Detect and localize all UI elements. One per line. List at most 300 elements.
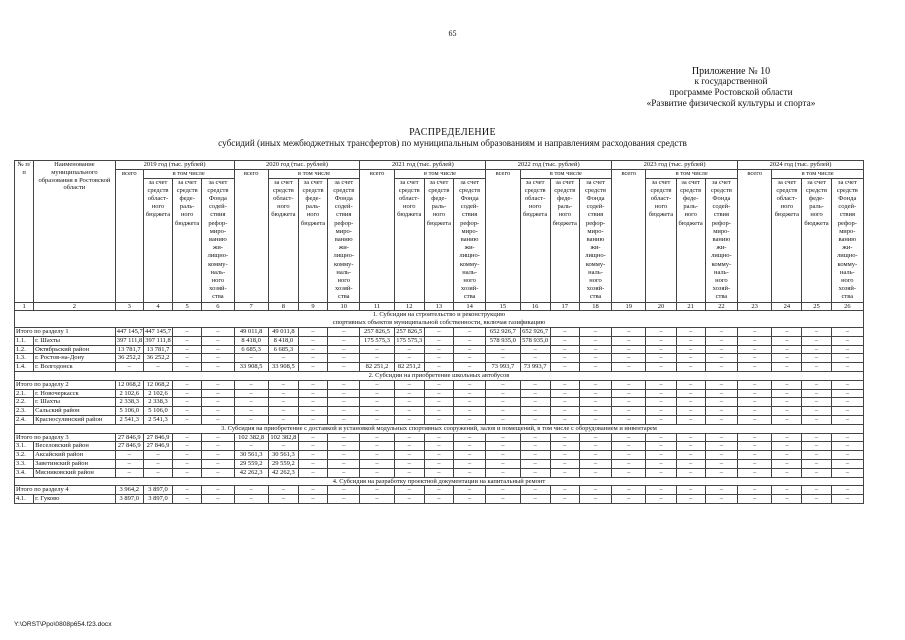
value-cell: – [612,495,646,504]
value-cell: – [173,328,202,337]
value-cell: – [579,336,611,345]
value-cell: – [772,354,802,363]
value-cell: – [802,389,831,398]
value-cell: – [676,442,705,451]
value-cell: – [772,336,802,345]
value-cell: – [646,354,676,363]
value-cell: – [202,363,234,372]
header-num: № п/п [15,161,34,303]
value-cell: – [268,416,298,425]
value-cell: 42 262,3 [268,468,298,477]
value-cell: – [550,398,579,407]
value-cell: – [520,354,550,363]
header-including: в том числе [520,169,612,178]
value-cell: – [360,416,394,425]
value-cell: 27 846,9 [143,433,172,442]
value-cell: 2 541,3 [115,416,143,425]
value-cell: – [579,459,611,468]
value-cell: – [579,468,611,477]
value-cell: – [298,407,327,416]
value-cell: – [360,354,394,363]
row-municipality: Красносулинский район [34,416,116,425]
table-row [15,433,864,442]
value-cell: – [486,380,520,389]
value-cell: 29 559,2 [234,459,268,468]
value-cell: 36 252,2 [115,354,143,363]
value-cell: – [676,345,705,354]
value-cell: – [802,380,831,389]
value-cell: – [550,495,579,504]
section-title: 3. Субсидия на приобретение с доставкой и установкой модульных спортивных сооружений, залов и помещений, в том числе с оборудованием и инвентарем [15,424,864,433]
value-cell: – [612,459,646,468]
value-cell: – [424,468,453,477]
value-cell: – [143,363,172,372]
value-cell: – [738,389,772,398]
table-row [15,451,864,460]
value-cell: 102 382,8 [268,433,298,442]
value-cell: – [831,486,863,495]
value-cell: – [550,345,579,354]
value-cell: – [202,380,234,389]
row-municipality: г. Ростов-на-Дону [34,354,116,363]
value-cell: – [360,398,394,407]
value-cell: – [520,495,550,504]
value-cell: – [802,459,831,468]
header-source: за счет средств феде- раль- ного бюджета [550,178,579,302]
value-cell: 5 106,0 [143,407,172,416]
row-number: 1.3. [15,354,34,363]
value-cell: – [520,380,550,389]
value-cell: – [298,363,327,372]
value-cell: – [802,354,831,363]
value-cell: – [298,433,327,442]
value-cell: – [202,433,234,442]
table-row [15,389,864,398]
value-cell: – [676,380,705,389]
value-cell: – [486,451,520,460]
value-cell: – [738,407,772,416]
value-cell: – [705,328,737,337]
value-cell: – [646,407,676,416]
value-cell: – [424,442,453,451]
value-cell: – [646,433,676,442]
value-cell: – [424,363,453,372]
value-cell: – [115,468,143,477]
column-index: 15 [486,302,520,311]
value-cell: – [705,398,737,407]
value-cell: – [772,442,802,451]
table-row [15,345,864,354]
value-cell: – [520,433,550,442]
value-cell: – [831,459,863,468]
value-cell: – [705,389,737,398]
value-cell: – [676,407,705,416]
value-cell: – [360,433,394,442]
section-title: 2. Субсидии на приобретение школьных автобусов [15,372,864,381]
value-cell: – [143,459,172,468]
value-cell: – [550,354,579,363]
value-cell: – [612,380,646,389]
section-row [15,424,864,433]
value-cell: – [328,495,360,504]
appendix-block [601,66,861,110]
appendix-line: «Развитие физической культуры и спорта» [646,99,816,109]
value-cell: – [328,345,360,354]
value-cell: – [394,416,424,425]
value-cell: – [298,345,327,354]
value-cell: – [579,407,611,416]
row-total-label: Итого по разделу 4 [15,486,116,495]
value-cell: – [298,495,327,504]
value-cell: – [360,486,394,495]
value-cell: – [550,486,579,495]
value-cell: – [646,380,676,389]
value-cell: – [486,486,520,495]
value-cell: 73 993,7 [486,363,520,372]
value-cell: 27 846,9 [115,433,143,442]
value-cell: – [424,389,453,398]
value-cell: – [772,380,802,389]
value-cell: – [394,380,424,389]
value-cell: – [550,433,579,442]
value-cell: – [738,380,772,389]
value-cell: – [298,328,327,337]
value-cell: – [579,433,611,442]
value-cell: – [298,336,327,345]
value-cell: – [705,354,737,363]
value-cell: – [202,398,234,407]
value-cell: – [298,416,327,425]
value-cell: – [424,380,453,389]
value-cell: – [802,363,831,372]
value-cell: – [173,451,202,460]
value-cell: – [486,398,520,407]
value-cell: – [173,380,202,389]
value-cell: – [173,416,202,425]
value-cell: – [268,486,298,495]
value-cell: – [202,442,234,451]
table-row [15,495,864,504]
value-cell: – [705,495,737,504]
value-cell: – [298,398,327,407]
value-cell: – [115,459,143,468]
column-index: 24 [772,302,802,311]
value-cell: – [676,328,705,337]
value-cell: – [579,442,611,451]
value-cell: – [268,380,298,389]
value-cell: 3 897,0 [115,495,143,504]
value-cell: 27 846,9 [143,442,172,451]
value-cell: 12 068,2 [143,380,172,389]
value-cell: 13 781,7 [143,345,172,354]
value-cell: – [360,380,394,389]
value-cell: – [738,416,772,425]
value-cell: – [268,495,298,504]
table-row [15,363,864,372]
value-cell: – [612,451,646,460]
value-cell: – [802,468,831,477]
value-cell: 12 068,2 [115,380,143,389]
value-cell: – [143,468,172,477]
value-cell: – [550,416,579,425]
header-source: за счет средств Фонда содей- ствия рефор- миро- ванию жи- лищно- комму- наль- ного хозяй- ства [202,178,234,302]
value-cell: – [550,336,579,345]
value-cell: – [676,389,705,398]
row-municipality: г. Гуково [34,495,116,504]
value-cell: – [738,451,772,460]
value-cell: – [328,389,360,398]
value-cell: – [202,416,234,425]
value-cell: 5 106,0 [115,407,143,416]
distribution-table [14,160,864,504]
value-cell: – [454,495,486,504]
value-cell: – [298,380,327,389]
value-cell: – [772,345,802,354]
value-cell: 578 935,0 [520,336,550,345]
value-cell: – [646,486,676,495]
header-source: за счет средств феде- раль- ного бюджета [173,178,202,302]
value-cell: – [115,363,143,372]
value-cell: – [738,433,772,442]
table-row [15,442,864,451]
value-cell: – [802,416,831,425]
column-index: 1 [15,302,34,311]
value-cell: – [328,433,360,442]
table-row [15,416,864,425]
value-cell: – [802,328,831,337]
row-number: 3.1. [15,442,34,451]
header-total: всего [360,169,394,302]
value-cell: – [646,495,676,504]
value-cell: – [772,389,802,398]
value-cell: – [454,486,486,495]
value-cell: – [738,486,772,495]
value-cell: – [394,433,424,442]
value-cell: – [550,459,579,468]
value-cell: – [802,486,831,495]
header-year: 2021 год (тыс. рублей) [360,161,486,170]
table-row [15,486,864,495]
value-cell: – [802,336,831,345]
row-municipality: г. Волгодонск [34,363,116,372]
value-cell: – [772,416,802,425]
value-cell: – [202,389,234,398]
table-row [15,354,864,363]
value-cell: – [738,398,772,407]
value-cell: 447 145,7 [144,328,171,336]
section-row [15,372,864,381]
value-cell: – [454,442,486,451]
column-index: 26 [831,302,863,311]
table-row [15,468,864,477]
value-cell: – [268,442,298,451]
row-number: 2.4. [15,416,34,425]
value-cell: – [802,433,831,442]
value-cell: – [520,486,550,495]
value-cell: – [115,451,143,460]
row-municipality: Заветинский район [34,459,116,468]
value-cell: 2 102,6 [115,389,143,398]
row-municipality: Сальский район [34,407,116,416]
row-municipality: Аксайский район [34,451,116,460]
column-index: 7 [234,302,268,311]
column-index: 9 [298,302,327,311]
value-cell: – [234,380,268,389]
value-cell: 8 418,0 [234,336,268,345]
value-cell: – [831,354,863,363]
value-cell: 397 111,8 [145,336,171,344]
value-cell: – [268,389,298,398]
value-cell: – [173,363,202,372]
value-cell: – [394,354,424,363]
value-cell: – [705,345,737,354]
value-cell: – [705,468,737,477]
value-cell: – [202,486,234,495]
column-index: 16 [520,302,550,311]
value-cell: – [831,345,863,354]
value-cell: – [738,459,772,468]
value-cell: – [646,459,676,468]
value-cell: – [486,442,520,451]
header-source: за счет средств област- ного бюджета [394,178,424,302]
value-cell: – [772,363,802,372]
value-cell: – [454,389,486,398]
value-cell: – [579,451,611,460]
value-cell: – [454,328,486,337]
value-cell: – [831,416,863,425]
value-cell: 3 897,0 [143,486,172,495]
value-cell: – [486,433,520,442]
value-cell: – [705,380,737,389]
value-cell: – [424,336,453,345]
value-cell: – [579,354,611,363]
value-cell: – [424,459,453,468]
header-total: всего [612,169,646,302]
value-cell: – [234,442,268,451]
value-cell: – [705,459,737,468]
value-cell: – [268,354,298,363]
value-cell: – [646,389,676,398]
value-cell: – [173,398,202,407]
column-index: 18 [579,302,611,311]
value-cell: – [424,416,453,425]
header-total: всего [234,169,268,302]
value-cell: – [328,336,360,345]
value-cell: – [705,451,737,460]
value-cell: – [579,389,611,398]
value-cell: – [612,468,646,477]
value-cell: – [772,459,802,468]
value-cell: – [424,433,453,442]
value-cell: – [772,398,802,407]
value-cell: – [454,345,486,354]
value-cell: – [202,495,234,504]
section-title: 4. Субсидия на разработку проектной документации на капитальный ремонт [15,477,864,486]
value-cell: – [579,345,611,354]
value-cell: – [772,495,802,504]
column-index: 4 [143,302,172,311]
value-cell: – [802,398,831,407]
value-cell: – [676,433,705,442]
header-source: за счет средств феде- раль- ного бюджета [298,178,327,302]
value-cell: – [173,495,202,504]
value-cell: – [831,451,863,460]
column-index: 20 [646,302,676,311]
value-cell: 13 781,7 [115,345,143,354]
value-cell: – [454,459,486,468]
column-index: 2 [34,302,116,311]
header-source: за счет средств област- ного бюджета [772,178,802,302]
value-cell: – [831,468,863,477]
row-number: 1.4. [15,363,34,372]
value-cell: – [520,407,550,416]
value-cell: – [143,451,172,460]
value-cell: – [202,468,234,477]
header-total: всего [738,169,772,302]
header-row-years [15,161,864,170]
value-cell: – [550,328,579,337]
value-cell: – [328,363,360,372]
row-number: 3.2. [15,451,34,460]
value-cell: 73 993,7 [520,363,550,372]
value-cell: – [738,363,772,372]
value-cell: – [394,398,424,407]
page-number: 65 [448,29,457,38]
header-row-total [15,169,864,178]
value-cell: – [705,442,737,451]
value-cell: – [328,380,360,389]
row-total-label: Итого по разделу 1 [15,328,116,337]
table-row [15,380,864,389]
value-cell: – [705,486,737,495]
header-source: за счет средств Фонда содей- ствия рефор- миро- ванию жи- лищно- комму- наль- ного хозяй- ства [328,178,360,302]
value-cell: – [738,442,772,451]
value-cell: – [173,486,202,495]
value-cell: – [646,336,676,345]
value-cell: – [550,363,579,372]
value-cell: 257 826,5 [360,328,394,337]
value-cell: – [831,398,863,407]
value-cell: – [328,328,360,337]
header-source: за счет средств Фонда содей- ствия рефор- миро- ванию жи- лищно- комму- наль- ного хозяй- ства [705,178,737,302]
value-cell: – [550,451,579,460]
value-cell: 36 252,2 [143,354,172,363]
value-cell: – [424,354,453,363]
value-cell: – [802,442,831,451]
value-cell: – [520,468,550,477]
value-cell: – [298,451,327,460]
value-cell: – [360,407,394,416]
row-number: 2.1. [15,389,34,398]
column-index: 5 [173,302,202,311]
value-cell: – [738,345,772,354]
column-index: 13 [424,302,453,311]
value-cell: – [424,398,453,407]
value-cell: – [486,389,520,398]
value-cell: – [802,451,831,460]
value-cell: – [454,363,486,372]
appendix-line: программе Ростовской области [669,88,793,98]
row-number: 1.2. [15,345,34,354]
value-cell: – [772,328,802,337]
column-index: 25 [802,302,831,311]
value-cell: – [234,407,268,416]
value-cell: – [612,416,646,425]
column-index: 22 [705,302,737,311]
value-cell: 578 935,0 [486,336,520,345]
value-cell: – [486,459,520,468]
value-cell: 82 251,2 [360,363,394,372]
